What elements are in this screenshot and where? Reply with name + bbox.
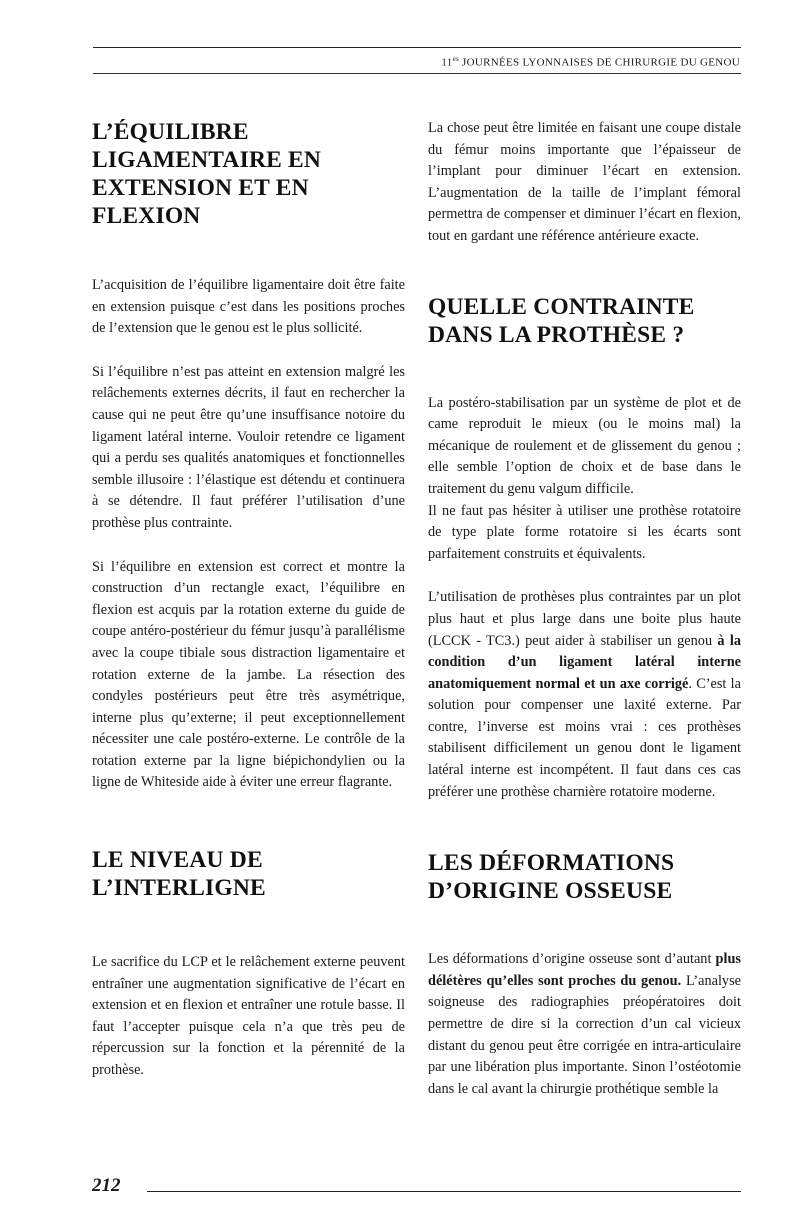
section-title-equilibre: L’ÉQUILIBRE LIGAMENTAIRE EN EXTENSION ET EN FLEXION xyxy=(92,119,322,229)
contrainte-text-end: . C’est la solution pour compenser une laxité externe. Par contre, l’inverse est moins vrai : ces prothèses stabilisent difficilement un genou dont le ligament latéral interne est incompétent. Il faut dans ces cas préférer une prothèse charnière rotatoire moderne. xyxy=(428,675,741,800)
section-title-interligne: LE NIVEAU DE L’INTERLIGNE xyxy=(92,847,266,902)
paragraph-deformations-1 xyxy=(428,949,741,1100)
paragraph-equilibre-1: L’acquisition de l’équilibre ligamentaire doit être faite en extension puisque c’est dans les positions proches de l’extension que le genou est le plus sollicité. xyxy=(92,277,405,337)
paragraph-equilibre-3: Si l’équilibre en extension est correct et montre la construction d’un rectangle exact, l’équilibre en flexion est acquis par la rotation externe du guide de coupe antéro-postérieur du fémur jusqu’à parallélisme avec la coupe tibiale sous distraction ligamentaire et rotation externe de la jambe. La résection des condyles postérieurs peut être très asymétrique, interne plus qu’externe; il peut exceptionnellement nécessiter une cale postéro-externe. Le contrôle de la rotation externe par la ligne biépichondylien ou la ligne de Whiteside aide à éviter une erreur flagrante. xyxy=(92,558,405,791)
right-column xyxy=(428,118,741,1100)
footer-rule xyxy=(147,1191,741,1192)
page-number: 212 xyxy=(92,1175,121,1196)
section-title-deformations: LES DÉFORMATIONS D’ORIGINE OSSEUSE xyxy=(428,850,675,905)
running-header-superscript: es xyxy=(452,55,459,63)
running-header xyxy=(441,55,740,69)
running-header-number: 11 xyxy=(441,56,453,69)
paragraph-equilibre-2: Si l’équilibre n’est pas atteint en extension malgré les relâchements externes décrits, il faut en rechercher la cause qui ne peut être qu’une insuffisance notoire du ligament latéral interne. Vouloir retendre ce ligament qui a perdu ses qualités anatomiques et fonctionnelles semble illusoire : l’élastique est détendu et continuera à se détendre. Il faut préférer l’utilisation d’une prothèse plus contrainte. xyxy=(92,363,405,531)
left-column xyxy=(92,118,405,1082)
deformations-text-end: L’analyse soigneuse des radiographies préopératoires doit permettre de dire si la correction d’un cal vicieux distant du genou peut être corrigée en intra-articulaire par une libération plus importante. Sinon l’ostéotomie dans le cal avant la chirurgie prothétique semble la xyxy=(428,972,741,1097)
deformations-emphasis: plus délétères qu’elles sont proches du genou. xyxy=(428,951,741,989)
paragraph-contrainte-1a: La postéro-stabilisation par un système de plot et de came reproduit le mieux (ou le moins mal) la mécanique de roulement et de glissement du genou ; elle semble l’option de choix et de base dans le traitement du genu valgum difficile. xyxy=(428,394,741,497)
deformations-text-start: Les déformations d’origine osseuse sont d’autant xyxy=(428,951,716,968)
contrainte-emphasis: à la condition d’un ligament latéral interne anatomiquement normal et un axe corrigé xyxy=(428,632,742,692)
header-rule xyxy=(93,73,741,74)
top-rule xyxy=(93,47,741,48)
section-title-contrainte: QUELLE CONTRAINTE DANS LA PROTHÈSE ? xyxy=(428,293,695,348)
paragraph-contrainte-1b: Il ne faut pas hésiter à utiliser une prothèse rotatoire de type plate forme rotatoire si les écarts sont parfaitement construits et équivalents. xyxy=(428,502,741,562)
paragraph-continuation: La chose peut être limitée en faisant une coupe distale du fémur moins importante que l’épaisseur de l’implant pour diminuer l’écart en extension. L’augmentation de la taille de l’implant fémoral permettra de compenser et diminuer l’écart en flexion, tout en gardant une référence antérieure exacte. xyxy=(428,120,741,244)
contrainte-text-start: L’utilisation de prothèses plus contraintes par un plot plus haut et plus large dans une boite plus haute (LCCK - TC3.) peut aider à stabiliser un genou xyxy=(428,589,741,649)
running-header-title: JOURNÉES LYONNAISES DE CHIRURGIE DU GENOU xyxy=(459,56,740,69)
paragraph-interligne-1: Le sacrifice du LCP et le relâchement externe peuvent entraîner une augmentation significative de l’écart en extension et en flexion et entraîner une rotule basse. Il faut l’accepter puisque cela n’a que très peu de répercussion sur la fonction et la pérennité de la prothèse. xyxy=(92,954,405,1079)
paragraph-contrainte-2 xyxy=(428,587,741,803)
